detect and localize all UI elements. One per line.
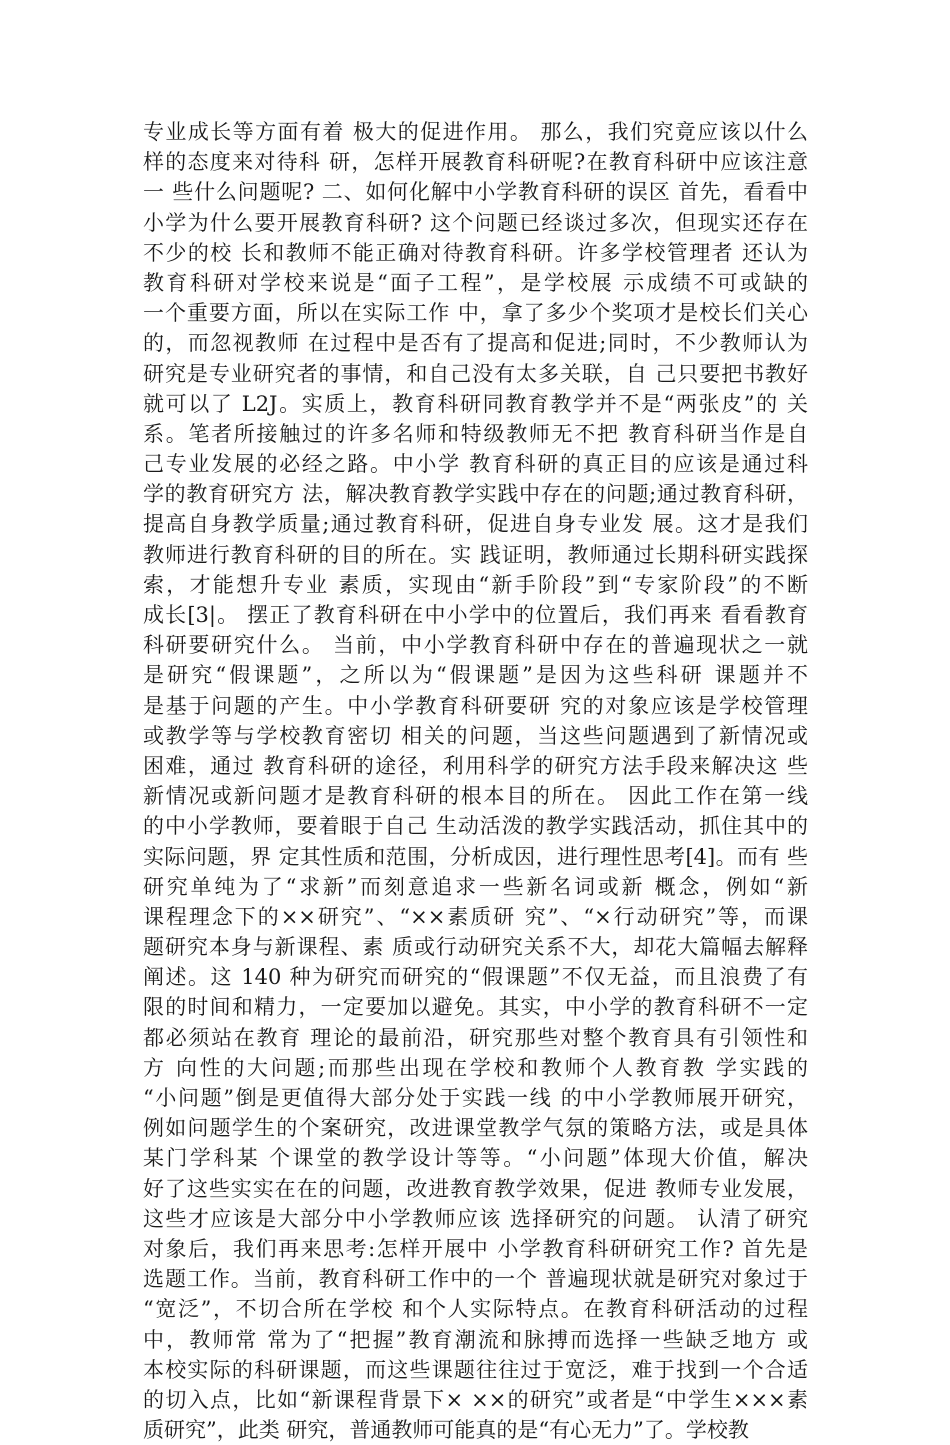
text-line: 中，教师常 常为了“把握”教育潮流和脉搏而选择一些缺乏地方 或: [143, 1327, 808, 1352]
text-line: 系。笔者所接触过的许多名师和特级教师无不把 教育科研当作是自: [143, 421, 808, 446]
text-line: 是研究“假课题”，之所以为“假课题”是因为这些科研 课题并不: [143, 663, 808, 688]
text-line: 一个重要方面，所以在实际工作 中，拿了多少个奖项才是校长们关心: [143, 301, 808, 326]
text-line: 小学为什么要开展教育科研? 这个问题已经谈过多次，但现实还存在: [143, 210, 808, 235]
text-line: 选题工作。当前，教育科研工作中的一个 普遍现状就是研究对象过于: [143, 1267, 808, 1292]
text-line: 题研究本身与新课程、素 质或行动研究关系不大，却花大篇幅去解释: [143, 935, 808, 960]
text-line: 方 向性的大问题;而那些出现在学校和教师个人教育教 学实践的: [143, 1055, 808, 1080]
text-line: 研究是专业研究者的事情，和自己没有太多关联，自 己只要把书教好: [143, 361, 808, 386]
text-line: 就可以了 L2J。实质上，教育科研同教育教学并不是“两张皮”的 关: [143, 391, 808, 416]
text-line: “小问题”倒是更值得大部分处于实践一线 的中小学教师展开研究，: [143, 1086, 808, 1110]
text-line: 研究单纯为了“求新”而刻意追求一些新名词或新 概念，例如“新: [143, 874, 808, 899]
text-line: 这些才应该是大部分中小学教师应该 选择研究的问题。 认清了研究: [143, 1206, 808, 1231]
text-line: 新情况或新问题才是教育科研的根本目的所在。 因此工作在第一线: [143, 784, 808, 809]
text-line: 的切入点，比如“新课程背景下× ××的研究”或者是“中学生×××素: [143, 1387, 808, 1412]
text-line: 成长[3|。 摆正了教育科研在中小学中的位置后，我们再来 看看教育: [143, 603, 808, 627]
text-line: 教师进行教育科研的目的所在。实 践证明，教师通过长期科研实践探: [143, 542, 808, 567]
text-line: 或教学等与学校教育密切 相关的问题，当这些问题遇到了新情况或: [143, 723, 808, 748]
text-line: “宽泛”，不切合所在学校 和个人实际特点。在教育科研活动的过程: [143, 1297, 808, 1322]
text-line: 科研要研究什么。 当前，中小学教育科研中存在的普遍现状之一就: [143, 633, 808, 658]
text-line: 不少的校 长和教师不能正确对待教育科研。许多学校管理者 还认为: [143, 240, 808, 265]
text-line: 提高自身教学质量;通过教育科研，促进自身专业发 展。这才是我们: [143, 512, 808, 537]
text-line: 限的时间和精力，一定要加以避免。其实，中小学的教育科研不一定: [143, 995, 808, 1020]
text-line: 一 些什么问题呢? 二、如何化解中小学教育科研的误区 首先，看看中: [143, 180, 808, 205]
text-line: 困难，通过 教育科研的途径，利用科学的研究方法手段来解决这 些: [143, 753, 808, 778]
text-line: 实际问题，界 定其性质和范围，分析成因，进行理性思考[4]。而有 些: [143, 844, 808, 869]
text-line: 的中小学教师，要着眼于自己 生动活泼的教学实践活动，抓住其中的: [143, 814, 808, 839]
text-line: 某门学科某 个课堂的教学设计等等。“小问题”体现大价值，解决: [143, 1146, 808, 1171]
text-line: 都必须站在教育 理论的最前沿，研究那些对整个教育具有引领性和: [143, 1025, 808, 1050]
text-line: 的，而忽视教师 在过程中是否有了提高和促进;同时，不少教师认为: [143, 331, 808, 356]
text-line: 索，才能想升专业 素质，实现由“新手阶段”到“专家阶段”的不断: [143, 572, 808, 597]
text-line: 阐述。这 140 种为研究而研究的“假课题”不仅无益，而且浪费了有: [143, 965, 808, 990]
text-line: 好了这些实实在在的问题，改进教育教学效果，促进 教师专业发展，: [143, 1176, 808, 1201]
text-line: 质研究”，此类 研究，普通教师可能真的是“有心无力”了。学校教: [143, 1418, 749, 1443]
text-line: 对象后，我们再来思考:怎样开展中 小学教育科研研究工作? 首先是: [143, 1236, 808, 1261]
text-line: 是基于问题的产生。中小学教育科研要研 究的对象应该是学校管理: [143, 693, 808, 718]
text-line: 本校实际的科研课题，而这些课题往往过于宽泛，难于找到一个合适: [143, 1357, 808, 1382]
body-text: [143, 117, 808, 1445]
text-line: 课程理念下的××研究”、“××素质研 究”、“×行动研究”等，而课: [143, 904, 808, 929]
text-line: 教育科研对学校来说是“面子工程”，是学校展 示成绩不可或缺的: [143, 270, 808, 295]
text-line: 专业成长等方面有着 极大的促进作用。 那么，我们究竟应该以什么: [143, 120, 808, 144]
text-line: 己专业发展的必经之路。中小学 教育科研的真正目的应该是通过科: [143, 452, 808, 477]
text-line: 学的教育研究方 法，解决教育教学实践中存在的问题;通过教育科研，: [143, 482, 808, 507]
text-line: 样的态度来对待科 研，怎样开展教育科研呢?在教育科研中应该注意: [143, 150, 808, 175]
text-line: 例如问题学生的个案研究，改进课堂教学气氛的策略方法，或是具体: [143, 1116, 808, 1141]
